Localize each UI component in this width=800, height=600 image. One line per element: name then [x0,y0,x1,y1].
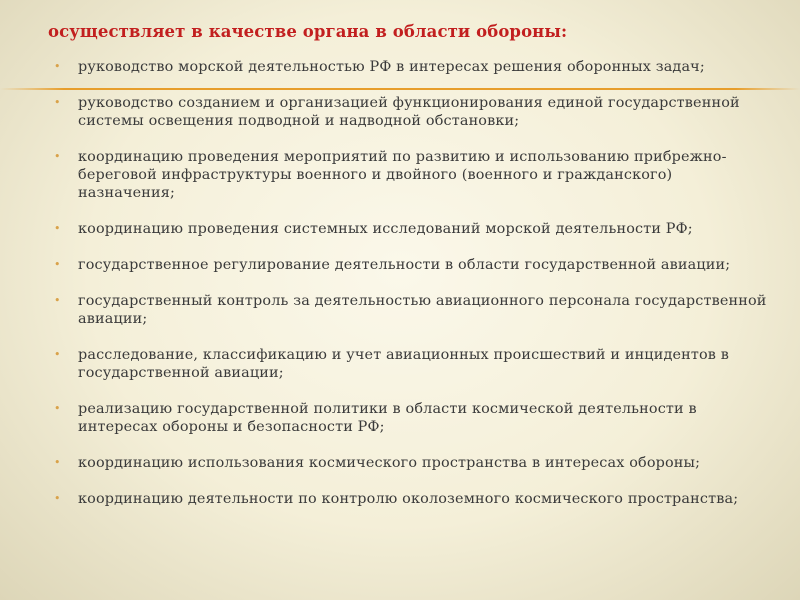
list-item-text: государственный контроль за деятельностью авиационного персонала государственной авиации; [78,293,767,327]
bullet-icon: • [54,258,61,271]
bullet-icon: • [54,96,61,109]
bullet-icon: • [54,222,61,235]
list-item [48,454,768,472]
bullet-icon: • [54,150,61,163]
bullet-icon: • [54,348,61,361]
bullet-icon: • [54,294,61,307]
list-item [48,292,768,328]
list-item [48,220,768,238]
list-item [48,94,768,130]
list-item-text: руководство созданием и организацией функционирования единой государственной системы освещения подводной и надводной обстановки; [78,95,740,129]
bullet-icon: • [54,402,61,415]
list-item [48,148,768,202]
list-item [48,256,768,274]
slide-heading: осуществляет в качестве органа в области обороны: [48,22,568,41]
list-item [48,490,768,508]
list-item-text: руководство морской деятельностью РФ в интересах решения оборонных задач; [78,59,705,75]
list-item [48,400,768,436]
bullet-icon: • [54,492,61,505]
list-item-text: координацию деятельности по контролю околоземного космического пространства; [78,491,739,507]
list-item-text: координацию проведения мероприятий по развитию и использованию прибрежно-береговой инфраструктуры военного и двойного (военного и гражданского) назначения; [78,149,727,201]
list-item-text: реализацию государственной политики в области космической деятельности в интересах обороны и безопасности РФ; [78,401,697,435]
bullet-icon: • [54,456,61,469]
list-item-text: координацию использования космического пространства в интересах обороны; [78,455,701,471]
list-item [48,346,768,382]
list-item-text: координацию проведения системных исследований морской деятельности РФ; [78,221,693,237]
list-item [48,58,768,76]
bullet-list [48,58,768,526]
list-item-text: расследование, классификацию и учет авиационных происшествий и инцидентов в государственной авиации; [78,347,730,381]
list-item-text: государственное регулирование деятельности в области государственной авиации; [78,257,731,273]
bullet-icon: • [54,60,61,73]
